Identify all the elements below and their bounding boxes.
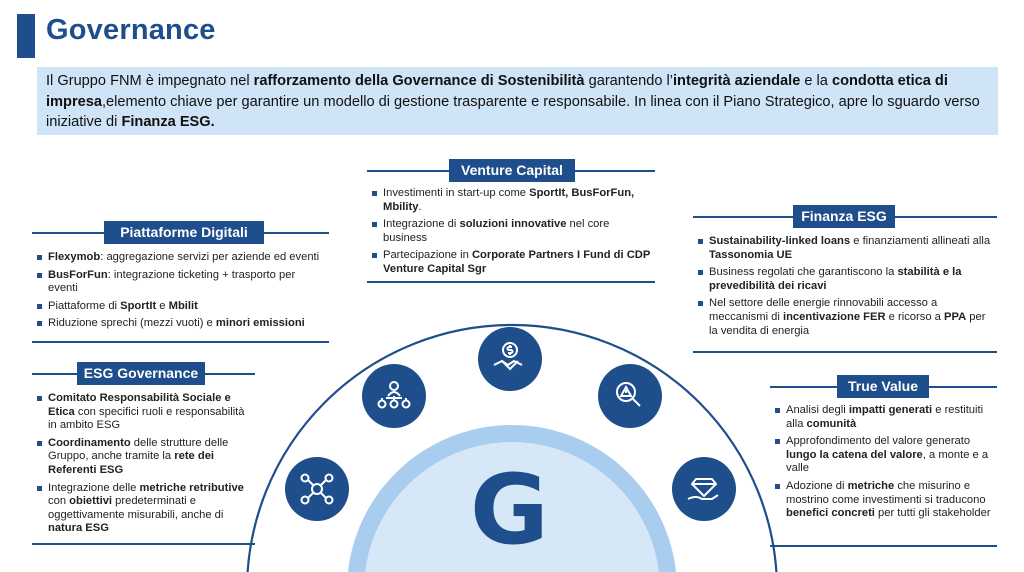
list-item: Investimenti in start-up come SportIt, BusForFun, Mbility. xyxy=(371,187,651,214)
list-item: Riduzione sprechi (mezzi vuoti) e minori emissioni xyxy=(36,317,326,331)
venture-list xyxy=(371,187,651,281)
list-item: Approfondimento del valore generato lungo la catena del valore, a monte e a valle xyxy=(774,435,996,476)
list-item: Flexymob: aggregazione servizi per aziende ed eventi xyxy=(36,251,326,265)
box-title-venture: Venture Capital xyxy=(449,159,575,182)
list-item: Piattaforme di SportIt e Mbilit xyxy=(36,300,326,314)
list-item: Partecipazione in Corporate Partners I Fund di CDP Venture Capital Sgr xyxy=(371,249,651,276)
box-title-true-value: True Value xyxy=(837,375,929,398)
list-item: BusForFun: integrazione ticketing + trasporto per eventi xyxy=(36,269,326,296)
diamond-hand-icon xyxy=(672,457,736,521)
box-venture-capital xyxy=(367,159,655,283)
box-title-esg-governance: ESG Governance xyxy=(77,362,205,385)
list-item: Nel settore delle energie rinnovabili accesso a meccanismi di incentivazione FER e ricorso a PPA per la vendita di energia xyxy=(697,297,993,338)
true-value-list xyxy=(774,404,996,525)
list-item: Integrazione di soluzioni innovative nel core business xyxy=(371,218,651,245)
box-title-piattaforme: Piattaforme Digitali xyxy=(104,221,264,244)
box-esg-governance xyxy=(32,362,255,545)
list-item: Analisi degli impatti generati e restituiti alla comunità xyxy=(774,404,996,431)
center-letter-g: G xyxy=(470,454,549,566)
intro-text: Il Gruppo FNM è impegnato nel rafforzamento della Governance di Sostenibilità garantendo l’integrità aziendale e la condotta etica di impresa,elemento chiave per garantire un modello di gestione trasparente e responsabile. In linea con il Piano Strategico, apre lo sguardo verso iniziative di Finanza ESG. xyxy=(46,73,980,130)
esg-governance-list xyxy=(36,392,251,540)
piattaforme-list xyxy=(36,251,326,335)
search-alert-icon xyxy=(598,364,662,428)
finanza-list xyxy=(697,235,993,342)
box-title-finanza: Finanza ESG xyxy=(793,205,895,228)
box-true-value xyxy=(770,375,997,547)
list-item: Sustainability-linked loans e finanziamenti allineati alla Tassonomia UE xyxy=(697,235,993,262)
box-finanza-esg xyxy=(693,205,997,353)
page-title: Governance xyxy=(46,14,216,46)
list-item: Adozione di metriche che misurino e mostrino come investimenti si traducono benefici concreti per tutti gli stakeholder xyxy=(774,480,996,521)
dollar-handshake-icon xyxy=(478,327,542,391)
people-hierarchy-icon xyxy=(362,364,426,428)
network-icon xyxy=(285,457,349,521)
list-item: Coordinamento delle strutture delle Gruppo, anche tramite la rete dei Referenti ESG xyxy=(36,437,251,478)
list-item: Business regolati che garantiscono la stabilità e la prevedibilità dei ricavi xyxy=(697,266,993,293)
list-item: Integrazione delle metriche retributive con obiettivi predeterminati e oggettivamente misurabili, anche di natura ESG xyxy=(36,482,251,536)
box-piattaforme-digitali xyxy=(32,221,329,343)
list-item: Comitato Responsabilità Sociale e Etica con specifici ruoli e responsabilità in ambito ESG xyxy=(36,392,251,433)
